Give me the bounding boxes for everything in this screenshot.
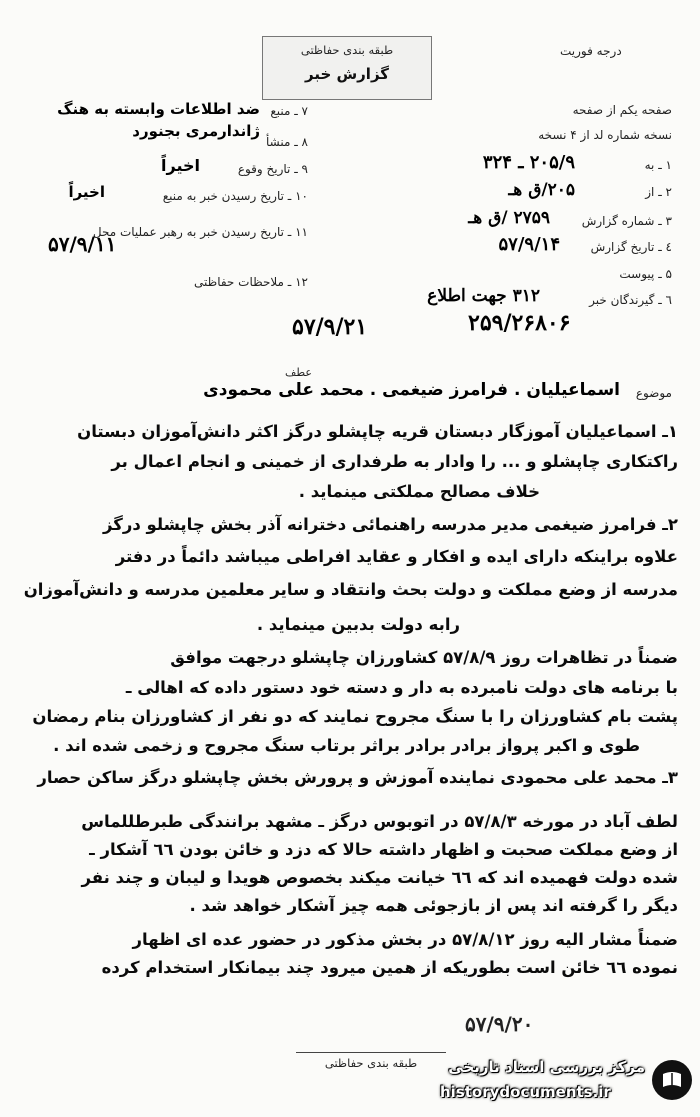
page-of: صفحه یکم از صفحه [572, 103, 672, 117]
field-received-ops-label: ۱۱ ـ تاریخ رسیدن خبر به رهبر عملیات محل [92, 225, 308, 239]
field-received-ops-value: ۵۷/۹/۱۱ [48, 232, 117, 256]
classification-top: طبقه بندی حفاظتی [300, 43, 394, 57]
body-line: ضمناً در تظاهرات روز ۵۷/۸/۹ کشاورزان چاپشلو درجهت موافق [170, 648, 678, 667]
field-security-notes-label: ۱۲ ـ ملاحظات حفاظتی [194, 275, 308, 289]
body-line: از وضع مملکت صحبت و اظهار داشته حالا که دزد و خائن بودن ٦٦ آشکار ـ [89, 840, 678, 859]
field-attachment-label: ۵ ـ پیوست [619, 267, 672, 281]
classification-box [262, 36, 432, 100]
subject-text: اسماعیلیان . فرامرز ضیغمی . محمد علی محمودی [203, 380, 620, 400]
footer-classification: طبقه بندی حفاظتی [324, 1056, 418, 1070]
field-report-no-value: ۲۷۵۹ /ق هـ [468, 208, 550, 228]
field-recipients-label: ٦ ـ گیرندگان خبر [589, 293, 672, 307]
bottom-date: ۵۷/۹/۲۰ [465, 1012, 534, 1036]
body-line: خلاف مصالح مملکتی مینماید . [298, 482, 540, 501]
subject-label: موضوع [635, 386, 672, 400]
body-line: مدرسه از وضع مملکت و دولت بحث وانتقاد و سایر معلمین مدرسه و دانش‌آموزان [23, 580, 678, 599]
ref-number: ۲۵۹/۲۶۸۰۶ [468, 310, 571, 336]
field-report-no-label: ۳ ـ شماره گزارش [581, 214, 672, 228]
field-source-label: ۷ ـ منبع [270, 104, 308, 118]
body-line: نموده ٦٦ خائن است بطوریکه از همین میرود چند بیمانکار استخدام کرده [101, 958, 678, 977]
field-report-date-label: ٤ ـ تاریخ گزارش [590, 240, 672, 254]
field-source-value: ضد اطلاعات وابسته به هنگ ژاندارمری بجنورد [57, 100, 260, 140]
body-line: شده دولت فهمیده اند که ٦٦ خیانت میکند بخصوص هویدا و لیبان و چند نفر [81, 868, 678, 887]
body-line: طوی و اکبر پرواز برادر برادر براثر برتاب سنگ مجروح و زخمی شده اند . [53, 736, 640, 755]
field-occurrence-date-value: اخیراً [161, 156, 200, 175]
body-line: علاوه براینکه دارای ایده و افکار و عقاید افراطی میباشد دائماً در دفتر [115, 547, 678, 566]
field-to-value: ۲۰۵/۹ ـ ۳۲۴ [482, 152, 575, 173]
body-line: ۲ـ فرامرز ضیغمی مدیر مدرسه راهنمائی دخترانه آذر بخش چاپشلو درگز [102, 515, 678, 534]
body-line: راکتکاری چاپشلو و ... را وادار به طرفداری از خمینی و انجام اعمال بر [111, 452, 678, 471]
body-line: لطف آباد در مورخه ۵۷/۸/۳ در اتوبوس درگز ـ مشهد برانندگی طبرطللماس [81, 812, 678, 831]
archive-logo-icon [652, 1060, 692, 1100]
field-from-value: ۲۰۵/ق هـ [508, 180, 575, 200]
logo-url[interactable]: historydocuments.ir [440, 1083, 611, 1101]
field-from-label: ۲ ـ از [645, 185, 672, 199]
body-line: پشت بام کشاورزان را با سنگ مجروح نمایند که دو نفر از کشاورزان بنام رمضان [32, 707, 678, 726]
field-recipients-value: ۳۱۲ جهت اطلاع [427, 286, 540, 306]
body-line: ۳ـ محمد علی محمودی نماینده آموزش و پرورش بخش چاپشلو درگز ساکن حصار [37, 768, 678, 787]
field-received-source-value: اخیراً [68, 183, 105, 201]
field-occurrence-date-label: ۹ ـ تاریخ وقوع [237, 162, 308, 176]
body-line: دیگر را گرفته اند پس از بازجوئی همه چیز آشکار خواهد شد . [189, 896, 678, 915]
body-line: ۱ـ اسماعیلیان آموزگار دبستان قریه چاپشلو درگز اکثر دانش‌آموزان دبستان [77, 422, 678, 441]
priority-label: درجه فوریت [560, 44, 622, 58]
body-line: با برنامه های دولت نامبرده به دار و دسته خود دستور داده که اهالی ـ [125, 678, 678, 697]
body-line: رابه دولت بدبین مینماید . [256, 615, 460, 634]
report-title: گزارش خبر [304, 65, 390, 83]
field-report-date-value: ۵۷/۹/۱۴ [498, 234, 560, 255]
body-line: ضمناً مشار الیه روز ۵۷/۸/۱۲ در بخش مذکور در حضور عده ای اظهار [132, 930, 678, 949]
ref-date: ۵۷/۹/۲۱ [292, 314, 368, 340]
copy-number: نسخه شماره لد از ۴ نسخه [538, 128, 672, 142]
field-origin-label: ۸ ـ منشأ [265, 135, 308, 149]
field-to-label: ۱ ـ به [644, 158, 672, 172]
subject-correction: عطف [285, 366, 312, 379]
field-received-source-label: ۱۰ ـ تاریخ رسیدن خبر به منبع [162, 189, 308, 203]
logo-title: مرکز بررسی اسناد تاریخی [448, 1058, 645, 1076]
